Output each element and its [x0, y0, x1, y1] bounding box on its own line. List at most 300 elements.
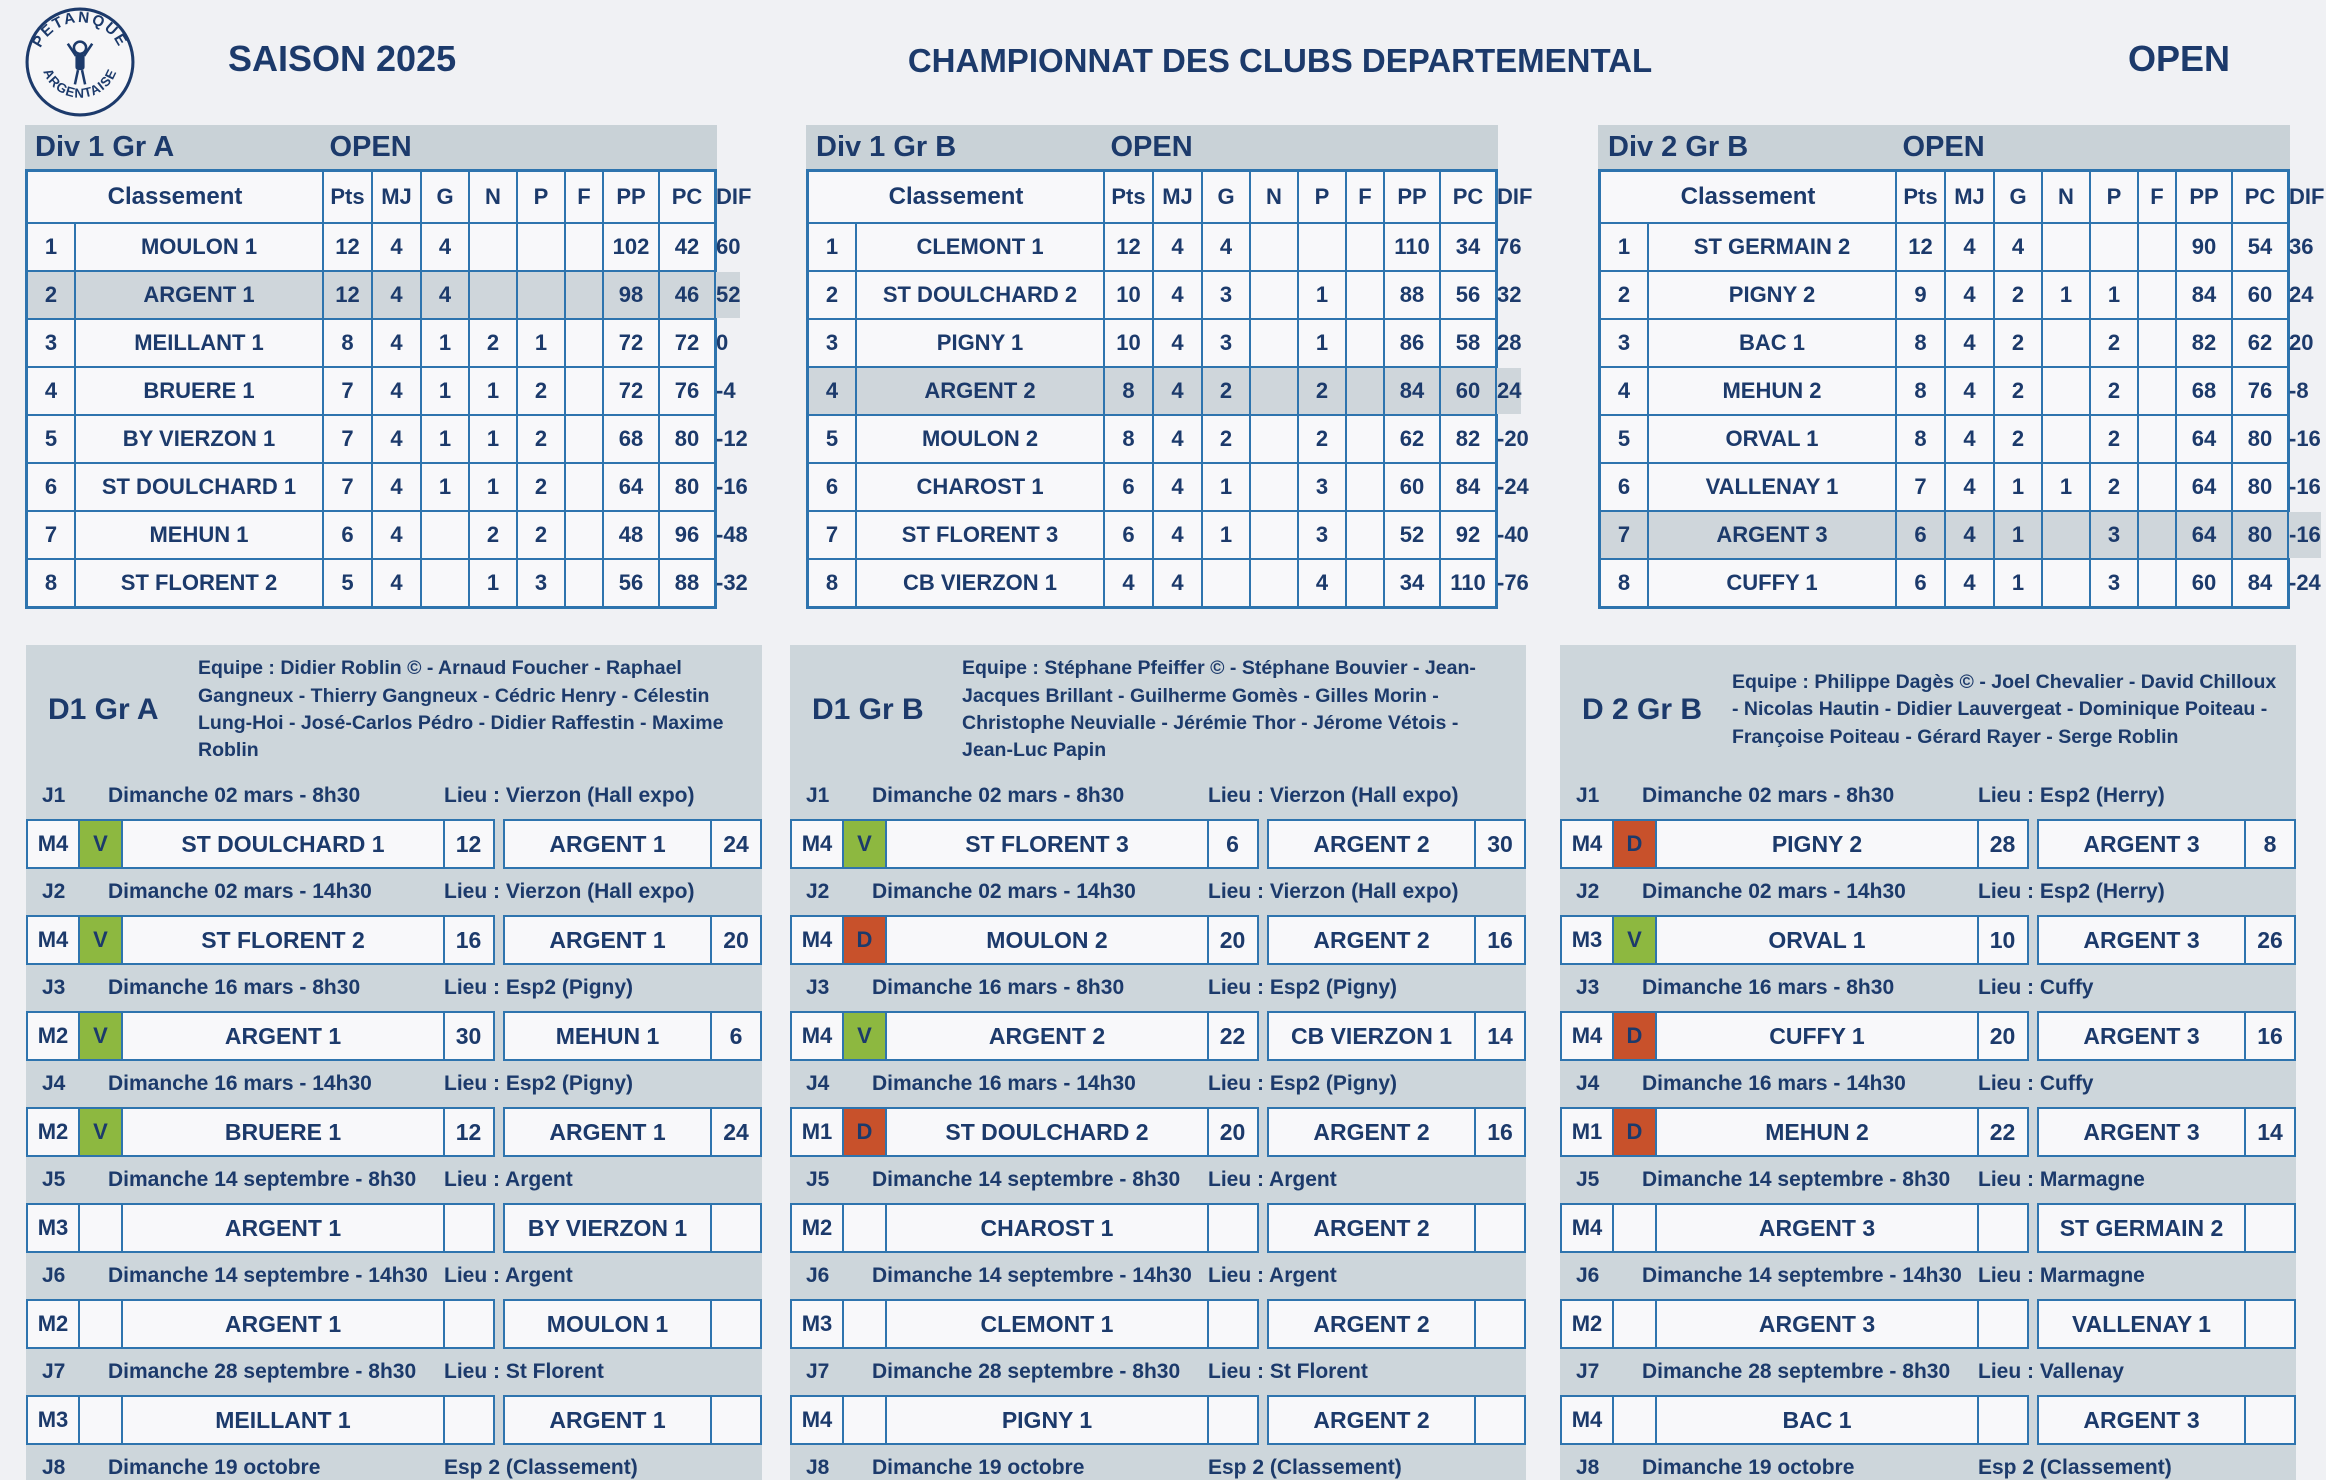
match-result-badge: V [78, 1011, 124, 1061]
table-row [28, 414, 748, 462]
home-score-cell: 20 [1977, 1011, 2029, 1061]
team-cell: CB VIERZON 1 [855, 560, 1103, 606]
stat-cell: 88 [1383, 272, 1439, 318]
match-result-badge: V [842, 1011, 888, 1061]
column-header: DIF [1495, 172, 1532, 222]
stat-cell: 4 [371, 416, 420, 462]
home-team-cell: MEHUN 2 [1655, 1107, 1979, 1157]
home-score-cell [1977, 1203, 2029, 1253]
journee-date: Dimanche 02 mars - 14h30 [872, 880, 1136, 903]
match-number: M3 [26, 1395, 80, 1445]
stat-cell: 58 [1439, 320, 1495, 366]
match-number: M2 [1560, 1299, 1614, 1349]
journee-label: J4 [42, 1072, 66, 1095]
column-header: G [420, 172, 468, 222]
team-cell: ST DOULCHARD 1 [74, 464, 322, 510]
journee-date: Dimanche 16 mars - 8h30 [108, 976, 361, 999]
stat-cell: 7 [322, 368, 371, 414]
season-label: SAISON 2025 [228, 38, 457, 79]
rank-cell: 8 [825, 570, 839, 595]
table-title-bar [25, 125, 717, 169]
journee-label: J7 [1576, 1360, 1600, 1383]
stat-cell: 2 [1297, 368, 1345, 414]
stat-cell: 60 [1383, 464, 1439, 510]
home-team-cell: ARGENT 3 [1655, 1203, 1979, 1253]
journee-date: Dimanche 16 mars - 14h30 [1642, 1072, 1906, 1095]
classement-header: Classement [888, 183, 1024, 210]
stat-cell [1345, 320, 1383, 366]
svg-text:ARGENTAISE: ARGENTAISE [40, 66, 120, 101]
stat-cell [2137, 416, 2175, 462]
away-team-cell: ARGENT 1 [503, 1107, 713, 1157]
stat-cell: 92 [1439, 512, 1495, 558]
journee-label: J3 [806, 976, 830, 999]
rank-cell: 8 [44, 570, 58, 595]
home-score-cell: 12 [443, 819, 495, 869]
stat-cell [564, 368, 602, 414]
stat-cell: -76 [1495, 560, 1529, 606]
rank-cell: 5 [825, 426, 839, 451]
table-row [809, 366, 1522, 414]
journee-lieu: Lieu : Esp2 (Herry) [1978, 880, 2165, 903]
journee-date: Dimanche 28 septembre - 8h30 [108, 1360, 417, 1383]
home-score-cell: 10 [1977, 915, 2029, 965]
home-team-cell: BRUERE 1 [121, 1107, 445, 1157]
stat-cell: 0 [714, 320, 728, 366]
stat-cell: 56 [1439, 272, 1495, 318]
journee-date: Dimanche 14 septembre - 8h30 [108, 1168, 417, 1191]
journee-lieu: Lieu : Cuffy [1978, 976, 2094, 999]
stat-cell: 80 [2231, 512, 2287, 558]
stat-cell: 84 [2231, 560, 2287, 606]
journee-date: Dimanche 02 mars - 14h30 [108, 880, 372, 903]
match-row [1560, 819, 2296, 869]
schedule-header [790, 645, 1526, 775]
stat-cell: 1 [1993, 512, 2041, 558]
journee-date: Dimanche 28 septembre - 8h30 [872, 1360, 1181, 1383]
column-header: F [1345, 172, 1383, 222]
stat-cell [516, 272, 564, 318]
table-row [1601, 222, 2314, 270]
column-header: G [1993, 172, 2041, 222]
stat-cell: 1 [1201, 464, 1249, 510]
rank-cell: 2 [1617, 282, 1631, 307]
stat-cell: 86 [1383, 320, 1439, 366]
stat-cell [2041, 224, 2089, 270]
stat-cell: -24 [1495, 464, 1529, 510]
match-result-badge [842, 1395, 888, 1445]
rank-cell: 6 [1617, 474, 1631, 499]
stat-cell: 4 [371, 272, 420, 318]
stat-cell: 3 [2089, 512, 2137, 558]
stat-cell: 56 [602, 560, 658, 606]
schedule-header [1560, 645, 2296, 775]
journee-label: J2 [42, 880, 66, 903]
journee-lieu: Lieu : Esp2 (Pigny) [444, 1072, 634, 1095]
column-header: Pts [322, 172, 371, 222]
stat-cell: 64 [2175, 512, 2231, 558]
journee-label: J2 [1576, 880, 1600, 903]
column-header: MJ [371, 172, 420, 222]
home-score-cell: 22 [1977, 1107, 2029, 1157]
away-team-cell: ARGENT 2 [1267, 1299, 1477, 1349]
stat-cell: 8 [1103, 416, 1152, 462]
stat-cell: 84 [1439, 464, 1495, 510]
column-header: F [564, 172, 602, 222]
journee-label: J7 [42, 1360, 66, 1383]
match-row [1560, 915, 2296, 965]
stat-cell: 4 [1152, 224, 1201, 270]
table-row [809, 414, 1529, 462]
column-header: P [2089, 172, 2137, 222]
home-team-cell: PIGNY 2 [1655, 819, 1979, 869]
journee-row [26, 1255, 762, 1297]
stat-cell: 12 [1895, 224, 1944, 270]
schedule-section [1560, 645, 2296, 1480]
home-team-cell: ARGENT 1 [121, 1011, 445, 1061]
stat-cell: 60 [2231, 272, 2287, 318]
journee-label: J8 [806, 1456, 830, 1479]
stat-cell: 4 [1944, 224, 1993, 270]
match-result-badge [842, 1299, 888, 1349]
stat-cell [2137, 272, 2175, 318]
stat-cell: 64 [2175, 416, 2231, 462]
journee-row [26, 967, 762, 1009]
table-row [28, 462, 748, 510]
svg-text:PÉTANQUE: PÉTANQUE [29, 8, 131, 51]
stat-cell [2041, 320, 2089, 366]
away-score-cell [2244, 1395, 2296, 1445]
stat-cell: 7 [322, 464, 371, 510]
away-team-cell: ARGENT 3 [2037, 1011, 2247, 1061]
stat-cell: 110 [1383, 224, 1439, 270]
rank-cell: 7 [825, 522, 839, 547]
journee-row [790, 1159, 1526, 1201]
journee-label: J8 [42, 1456, 66, 1479]
stat-cell: 68 [2175, 368, 2231, 414]
match-result-badge: D [1612, 819, 1658, 869]
stat-cell [516, 224, 564, 270]
journee-row [1560, 1063, 2296, 1105]
stat-cell: 8 [322, 320, 371, 366]
stat-cell: 72 [602, 320, 658, 366]
journee-label: J6 [42, 1264, 66, 1287]
match-row [26, 1011, 762, 1061]
journee-date: Dimanche 14 septembre - 14h30 [872, 1264, 1192, 1287]
column-header: Pts [1103, 172, 1152, 222]
match-row [790, 1395, 1526, 1445]
rank-cell: 6 [44, 474, 58, 499]
stat-cell: 1 [468, 416, 516, 462]
home-score-cell: 20 [1207, 1107, 1259, 1157]
stat-cell [1249, 320, 1297, 366]
header-row [1601, 172, 2325, 222]
stat-cell: -12 [714, 416, 748, 462]
group-label: D 2 Gr B [1582, 693, 1703, 726]
home-team-cell: ARGENT 3 [1655, 1299, 1979, 1349]
stat-cell: 2 [516, 464, 564, 510]
match-number: M3 [26, 1203, 80, 1253]
journee-lieu: Lieu : Esp2 (Herry) [1978, 784, 2165, 807]
match-number: M3 [790, 1299, 844, 1349]
stat-cell: -16 [714, 464, 748, 510]
home-team-cell: MOULON 2 [885, 915, 1209, 965]
stat-cell: 64 [2175, 464, 2231, 510]
team-cell: BRUERE 1 [74, 368, 322, 414]
header-row [809, 172, 1533, 222]
away-score-cell [710, 1299, 762, 1349]
table-row [1601, 414, 2321, 462]
journee-date: Dimanche 14 septembre - 8h30 [872, 1168, 1181, 1191]
stat-cell: 2 [1201, 368, 1249, 414]
table-row [1601, 510, 2321, 558]
journee-date: Dimanche 14 septembre - 8h30 [1642, 1168, 1951, 1191]
journee-date: Dimanche 02 mars - 14h30 [1642, 880, 1906, 903]
away-score-cell: 26 [2244, 915, 2296, 965]
home-score-cell [443, 1299, 495, 1349]
away-team-cell: ARGENT 1 [503, 819, 713, 869]
away-team-cell: ARGENT 3 [2037, 1395, 2247, 1445]
journee-date: Dimanche 14 septembre - 14h30 [1642, 1264, 1962, 1287]
home-score-cell: 6 [1207, 819, 1259, 869]
column-header: Pts [1895, 172, 1944, 222]
match-result-badge: D [1612, 1011, 1658, 1061]
match-result-badge: D [842, 1107, 888, 1157]
journee-lieu: Lieu : Argent [1208, 1264, 1337, 1287]
stat-cell: 1 [468, 368, 516, 414]
journee-label: J5 [806, 1168, 830, 1191]
column-header: F [2137, 172, 2175, 222]
match-row [790, 915, 1526, 965]
stat-cell [1249, 512, 1297, 558]
away-score-cell: 16 [1474, 1107, 1526, 1157]
rank-cell: 6 [825, 474, 839, 499]
rank-cell: 1 [1617, 234, 1631, 259]
column-header: DIF [2287, 172, 2324, 222]
journee-date: Dimanche 02 mars - 8h30 [1642, 784, 1895, 807]
away-team-cell: BY VIERZON 1 [503, 1203, 713, 1253]
journee-date: Dimanche 02 mars - 8h30 [872, 784, 1125, 807]
stat-cell: 68 [602, 416, 658, 462]
journee-lieu: Lieu : Esp2 (Pigny) [1208, 976, 1398, 999]
match-row [790, 1011, 1526, 1061]
journee-lieu: Lieu : Vierzon (Hall expo) [444, 880, 695, 903]
stat-cell: -24 [2287, 560, 2321, 606]
away-team-cell: MOULON 1 [503, 1299, 713, 1349]
away-score-cell: 14 [1474, 1011, 1526, 1061]
stat-cell [564, 224, 602, 270]
rank-cell: 4 [809, 368, 855, 414]
division-label: Div 1 Gr A [35, 130, 175, 163]
match-result-badge: V [842, 819, 888, 869]
match-result-badge: V [1612, 915, 1658, 965]
team-cell: ARGENT 2 [855, 368, 1103, 414]
match-number: M1 [1560, 1107, 1614, 1157]
header-row [28, 172, 752, 222]
table-row [809, 318, 1522, 366]
journee-lieu: Lieu : Argent [1208, 1168, 1337, 1191]
column-header: PP [602, 172, 658, 222]
column-header: N [2041, 172, 2089, 222]
stat-cell: 4 [371, 368, 420, 414]
team-cell: ST GERMAIN 2 [1647, 224, 1895, 270]
stat-cell: 1 [2041, 272, 2089, 318]
away-team-cell: CB VIERZON 1 [1267, 1011, 1477, 1061]
stat-cell: 3 [1297, 512, 1345, 558]
stat-cell: 4 [1944, 320, 1993, 366]
stat-cell: 4 [1944, 416, 1993, 462]
match-result-badge [1612, 1395, 1658, 1445]
away-score-cell: 16 [1474, 915, 1526, 965]
stat-cell: 82 [2175, 320, 2231, 366]
match-number: M4 [1560, 1011, 1614, 1061]
stat-cell: 12 [1103, 224, 1152, 270]
away-team-cell: VALLENAY 1 [2037, 1299, 2247, 1349]
journee-date: Dimanche 19 octobre [108, 1456, 321, 1479]
table-row [1601, 270, 2314, 318]
stat-cell: 9 [1895, 272, 1944, 318]
stat-cell: 4 [1152, 416, 1201, 462]
stat-cell: 2 [1993, 416, 2041, 462]
stat-cell: 2 [2089, 464, 2137, 510]
home-score-cell: 20 [1207, 915, 1259, 965]
stat-cell: 82 [1439, 416, 1495, 462]
stat-cell: 1 [2089, 272, 2137, 318]
journee-row [790, 1063, 1526, 1105]
stat-cell: 4 [1201, 224, 1249, 270]
stat-cell: 80 [658, 416, 714, 462]
home-team-cell: CUFFY 1 [1655, 1011, 1979, 1061]
stat-cell: -40 [1495, 512, 1529, 558]
stat-cell: 88 [658, 560, 714, 606]
stat-cell: 4 [420, 224, 468, 270]
match-row [26, 1203, 762, 1253]
rank-cell: 4 [1617, 378, 1631, 403]
standings-grid [25, 169, 752, 609]
journee-lieu: Lieu : Vallenay [1978, 1360, 2124, 1383]
journee-row [26, 1447, 762, 1480]
away-score-cell [1474, 1395, 1526, 1445]
match-result-badge: D [1612, 1107, 1658, 1157]
match-row [790, 1107, 1526, 1157]
match-row [26, 915, 762, 965]
stat-cell [564, 416, 602, 462]
stat-cell: 76 [2231, 368, 2287, 414]
table-open-label: OPEN [329, 130, 412, 163]
journee-date: Dimanche 16 mars - 8h30 [1642, 976, 1895, 999]
stat-cell [420, 560, 468, 606]
home-score-cell: 16 [443, 915, 495, 965]
journee-lieu: Lieu : St Florent [444, 1360, 604, 1383]
stat-cell [2041, 368, 2089, 414]
away-score-cell [710, 1203, 762, 1253]
journee-date: Dimanche 28 septembre - 8h30 [1642, 1360, 1951, 1383]
journee-date: Dimanche 14 septembre - 14h30 [108, 1264, 428, 1287]
team-cell: MEHUN 1 [74, 512, 322, 558]
team-cell: MOULON 2 [855, 416, 1103, 462]
journee-row [790, 1255, 1526, 1297]
match-row [1560, 1203, 2296, 1253]
open-label: OPEN [2127, 38, 2230, 79]
stat-cell [1297, 224, 1345, 270]
journee-label: J3 [1576, 976, 1600, 999]
stat-cell: 46 [658, 272, 714, 318]
match-row [790, 1203, 1526, 1253]
stat-cell: 1 [420, 416, 468, 462]
stat-cell: 8 [1895, 320, 1944, 366]
match-result-badge [1612, 1299, 1658, 1349]
stat-cell: 4 [1152, 512, 1201, 558]
stat-cell [564, 464, 602, 510]
standings-table [1598, 125, 2325, 609]
match-number: M4 [790, 1395, 844, 1445]
home-score-cell [1207, 1395, 1259, 1445]
home-team-cell: ARGENT 1 [121, 1203, 445, 1253]
journee-row [26, 1159, 762, 1201]
stat-cell [1249, 560, 1297, 606]
stat-cell: 36 [2287, 224, 2313, 270]
match-result-badge [78, 1395, 124, 1445]
match-row [26, 1299, 762, 1349]
stat-cell: 4 [371, 512, 420, 558]
stat-cell: 72 [602, 368, 658, 414]
journee-label: J3 [42, 976, 66, 999]
rank-cell: 7 [1601, 512, 1647, 558]
match-number: M2 [26, 1299, 80, 1349]
stat-cell: 80 [2231, 464, 2287, 510]
journee-lieu: Lieu : Argent [444, 1264, 573, 1287]
stat-cell: 2 [468, 512, 516, 558]
team-cell: MEHUN 2 [1647, 368, 1895, 414]
stat-cell: 2 [468, 320, 516, 366]
home-team-cell: CHAROST 1 [885, 1203, 1209, 1253]
stat-cell: 60 [714, 224, 740, 270]
stat-cell: 80 [658, 464, 714, 510]
stat-cell: 4 [1944, 560, 1993, 606]
table-row [809, 222, 1522, 270]
stat-cell: -20 [1495, 416, 1529, 462]
away-team-cell: ARGENT 2 [1267, 1107, 1477, 1157]
table-open-label: OPEN [1902, 130, 1985, 163]
journee-label: J8 [1576, 1456, 1600, 1479]
rank-cell: 8 [1617, 570, 1631, 595]
stat-cell [2137, 368, 2175, 414]
journee-row [790, 967, 1526, 1009]
table-row [809, 462, 1529, 510]
team-cell: PIGNY 2 [1647, 272, 1895, 318]
table-row [1601, 318, 2314, 366]
stat-cell [420, 512, 468, 558]
away-team-cell: MEHUN 1 [503, 1011, 713, 1061]
team-cell: ST FLORENT 2 [74, 560, 322, 606]
stat-cell: 4 [1152, 272, 1201, 318]
page-title: CHAMPIONNAT DES CLUBS DEPARTEMENTAL [907, 42, 1653, 79]
team-cell: BAC 1 [1647, 320, 1895, 366]
stat-cell: 2 [1993, 320, 2041, 366]
stat-cell: 12 [322, 272, 371, 318]
stat-cell: 42 [658, 224, 714, 270]
journee-label: J4 [1576, 1072, 1600, 1095]
match-row [1560, 1395, 2296, 1445]
journee-lieu: Lieu : Cuffy [1978, 1072, 2094, 1095]
journee-row [26, 1351, 762, 1393]
stat-cell: 2 [1993, 272, 2041, 318]
column-header: P [516, 172, 564, 222]
column-header: N [1249, 172, 1297, 222]
stat-cell [2137, 320, 2175, 366]
stat-cell: 48 [602, 512, 658, 558]
stat-cell: 98 [602, 272, 658, 318]
